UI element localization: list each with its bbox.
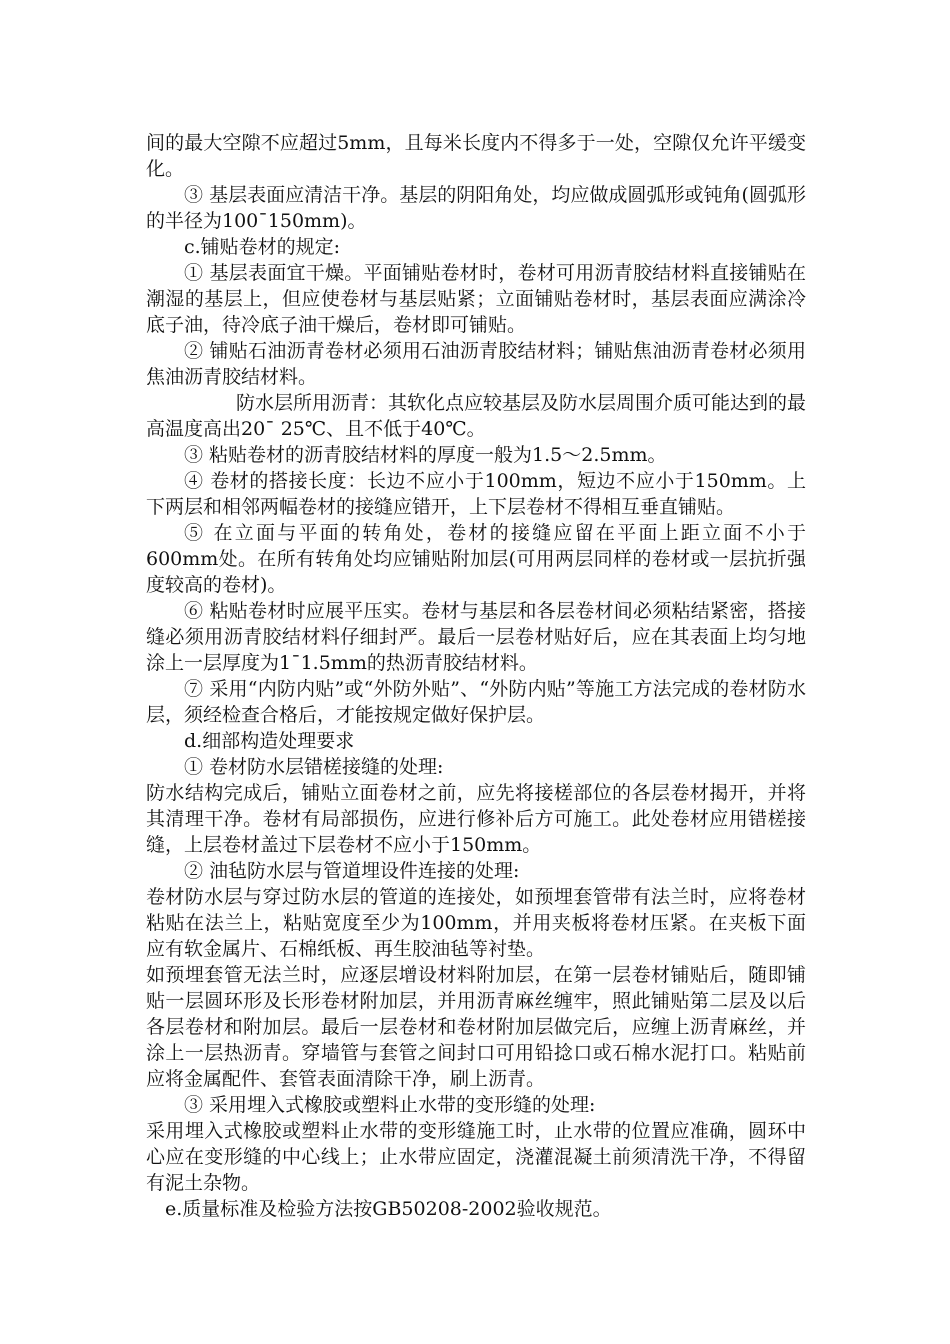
paragraph: 防水结构完成后，铺贴立面卷材之前，应先将接槎部位的各层卷材揭开，并将其清理干净。卷材有局部损伤，应进行修补后方可施工。此处卷材应用错槎接缝，上层卷材盖过下层卷材不应小于150mm。 [146,782,806,856]
paragraph: 卷材防水层与穿过防水层的管道的连接处，如预埋套管带有法兰时，应将卷材粘贴在法兰上，粘贴宽度至少为100mm，并用夹板将卷材压紧。在夹板下面应有软金属片、石棉纸板、再生胶油毡等衬垫。 [146,886,806,960]
document-body [146,130,806,1222]
paragraph: ③ 基层表面应清洁干净。基层的阴阳角处，均应做成圆弧形或钝角(圆弧形的半径为100¯150mm)。 [146,184,806,232]
section-heading: e.质量标准及检验方法按GB50208-2002验收规范。 [165,1198,612,1220]
paragraph: 采用埋入式橡胶或塑料止水带的变形缝施工时，止水带的位置应准确，圆环中心应在变形缝的中心线上；止水带应固定，浇灌混凝土前须清洗干净，不得留有泥土杂物。 [146,1120,806,1194]
paragraph: ⑤ 在立面与平面的转角处，卷材的接缝应留在平面上距立面不小于600mm处。在所有转角处均应铺贴附加层(可用两层同样的卷材或一层抗折强度较高的卷材)。 [146,522,806,596]
subsection-heading: ③ 采用埋入式橡胶或塑料止水带的变形缝的处理: [184,1094,596,1116]
paragraph: ⑦ 采用“内防内贴”或“外防外贴”、“外防内贴”等施工方法完成的卷材防水层，须经检查合格后，才能按规定做好保护层。 [146,678,806,726]
paragraph: 间的最大空隙不应超过5mm，且每米长度内不得多于一处，空隙仅允许平缓变化。 [146,132,806,180]
paragraph: ② 铺贴石油沥青卷材必须用石油沥青胶结材料；铺贴焦油沥青卷材必须用焦油沥青胶结材料。 [146,340,806,388]
paragraph: ④ 卷材的搭接长度：长边不应小于100mm，短边不应小于150mm。上下两层和相邻两幅卷材的接缝应错开，上下层卷材不得相互垂直铺贴。 [146,470,806,518]
paragraph: 如预埋套管无法兰时，应逐层增设材料附加层，在第一层卷材铺贴后，随即铺贴一层圆环形及长形卷材附加层，并用沥青麻丝缠牢，照此铺贴第二层及以后各层卷材和附加层。最后一层卷材和卷材附加层做完后，应缠上沥青麻丝，并涂上一层热沥青。穿墙管与套管之间封口可用铅捻口或石棉水泥打口。粘贴前应将金属配件、套管表面清除干净，刷上沥青。 [146,964,806,1090]
subsection-heading: ① 卷材防水层错槎接缝的处理: [184,756,444,778]
section-heading: c.铺贴卷材的规定: [184,236,341,258]
paragraph: ⑥ 粘贴卷材时应展平压实。卷材与基层和各层卷材间必须粘结紧密，搭接缝必须用沥青胶结材料仔细封严。最后一层卷材贴好后，应在其表面上均匀地涂上一层厚度为1¯1.5mm的热沥青胶结材料。 [146,600,806,674]
subsection-heading: ② 油毡防水层与管道埋设件连接的处理: [184,860,520,882]
paragraph: 防水层所用沥青：其软化点应较基层及防水层周围介质可能达到的最高温度高出20¯ 25℃、且不低于40℃。 [146,392,807,440]
section-heading: d.细部构造处理要求 [184,730,355,752]
paragraph: ③ 粘贴卷材的沥青胶结材料的厚度一般为1.5～2.5mm。 [184,444,667,466]
paragraph: ① 基层表面宜干燥。平面铺贴卷材时，卷材可用沥青胶结材料直接铺贴在潮湿的基层上，但应使卷材与基层贴紧；立面铺贴卷材时，基层表面应满涂冷底子油，待冷底子油干燥后，卷材即可铺贴。 [146,262,806,336]
